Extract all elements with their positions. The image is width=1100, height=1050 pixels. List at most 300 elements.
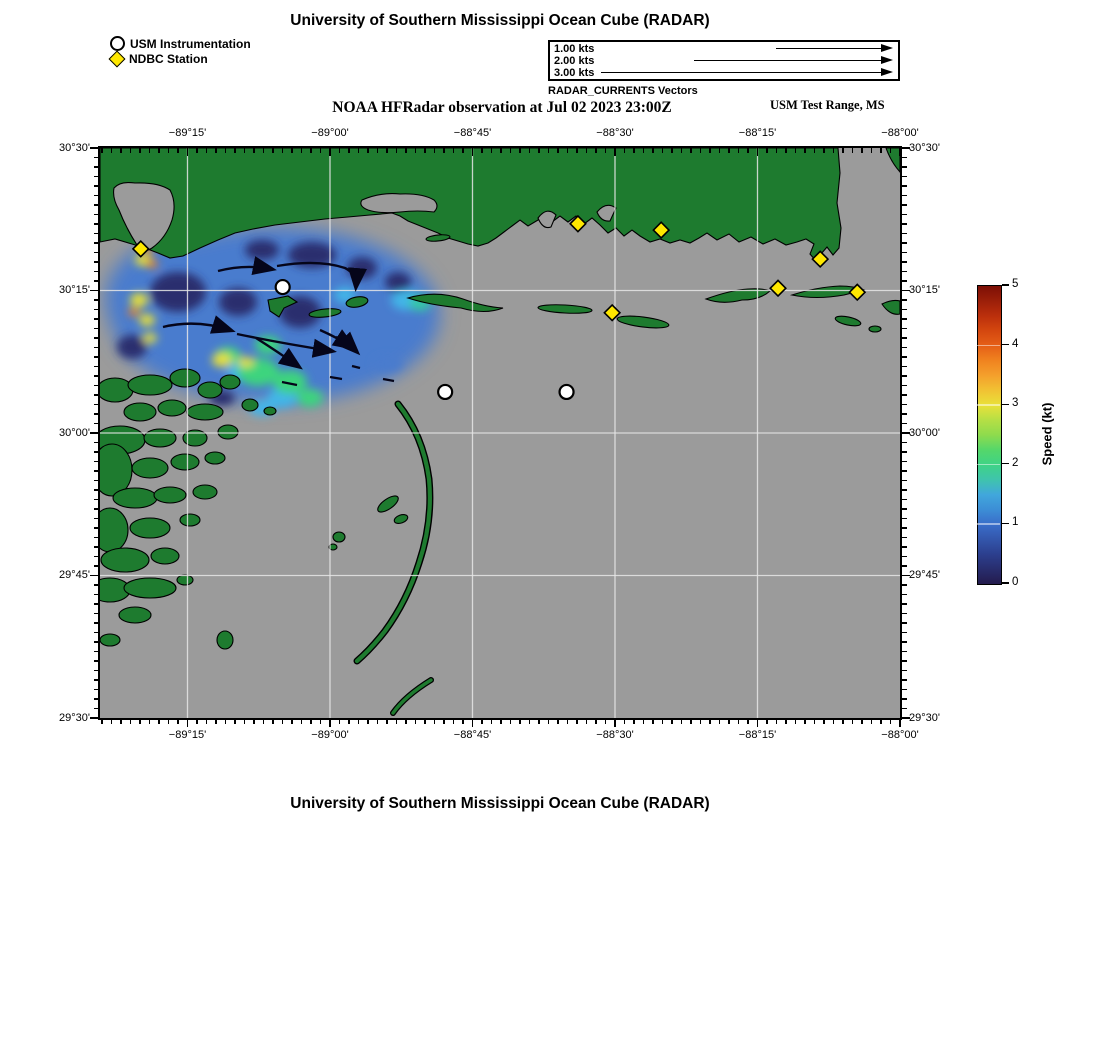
x-axis-tick-bottom bbox=[234, 720, 235, 724]
range-label: USM Test Range, MS bbox=[770, 98, 885, 112]
y-axis-tick-right bbox=[902, 470, 907, 471]
y-axis-tick-left bbox=[94, 375, 99, 376]
speed-field-blob bbox=[385, 272, 411, 292]
x-axis-tick-top bbox=[234, 148, 235, 153]
y-axis-tick-right bbox=[902, 641, 907, 642]
biloxi-back-bay bbox=[361, 194, 437, 213]
x-axis-tick-top bbox=[614, 148, 615, 156]
y-axis-tick-left bbox=[94, 394, 99, 395]
x-axis-tick-bottom bbox=[434, 720, 435, 724]
x-axis-tick-top bbox=[481, 148, 482, 153]
x-axis-tick-top bbox=[814, 148, 815, 153]
x-axis-tick-bottom bbox=[719, 720, 720, 724]
x-axis-tick-bottom bbox=[861, 720, 862, 724]
x-axis-tick-top bbox=[500, 148, 501, 153]
y-axis-tick-right bbox=[902, 271, 907, 272]
speed-field-blob bbox=[146, 260, 158, 268]
speed-field-blob bbox=[297, 389, 323, 407]
y-axis-tick-right bbox=[902, 660, 907, 661]
usm-instrumentation-icon bbox=[110, 36, 125, 51]
y-axis-tick-left bbox=[94, 565, 99, 566]
x-axis-tick-bottom bbox=[263, 720, 264, 724]
x-axis-tick-bottom bbox=[757, 720, 758, 727]
x-axis-tick-top bbox=[538, 148, 539, 153]
y-axis-tick-right bbox=[902, 375, 907, 376]
y-axis-tick-right bbox=[902, 480, 907, 481]
colorbar bbox=[977, 285, 1002, 585]
x-axis-tick-bottom bbox=[899, 720, 900, 727]
y-axis-tick-right bbox=[902, 347, 907, 348]
x-axis-tick-bottom bbox=[776, 720, 777, 724]
legend-label-usm: USM Instrumentation bbox=[130, 36, 251, 51]
y-axis-tick-left bbox=[94, 651, 99, 652]
chandeleur-islands bbox=[329, 404, 431, 713]
x-axis-tick-top bbox=[709, 148, 710, 153]
x-axis-tick-top bbox=[272, 148, 273, 153]
speed-field-blob bbox=[130, 293, 148, 307]
legend-label-ndbc: NDBC Station bbox=[129, 51, 208, 66]
x-axis-tick-bottom bbox=[196, 720, 197, 724]
y-axis-tick-left bbox=[94, 214, 99, 215]
x-axis-tick-top bbox=[757, 148, 758, 156]
y-axis-tick-left bbox=[94, 480, 99, 481]
y-axis-tick-right bbox=[902, 622, 907, 623]
y-axis-label-right: 30°00' bbox=[909, 426, 940, 439]
vector-shaft bbox=[601, 72, 882, 73]
x-axis-tick-bottom bbox=[443, 720, 444, 724]
vector-scale-row bbox=[550, 43, 898, 55]
y-axis-tick-right bbox=[902, 176, 907, 177]
y-axis-tick-right bbox=[902, 252, 907, 253]
vector-scale-label-2: 2.00 kts bbox=[554, 55, 595, 67]
y-axis-tick-right bbox=[902, 689, 907, 690]
y-axis-tick-left bbox=[94, 309, 99, 310]
y-axis-tick-left bbox=[94, 233, 99, 234]
legend-item-usm bbox=[110, 36, 251, 51]
speed-field-blob bbox=[117, 335, 147, 359]
x-axis-label-top: −88°30' bbox=[596, 127, 634, 139]
y-axis-tick-right bbox=[902, 299, 907, 300]
colorbar-gridline bbox=[977, 464, 1000, 465]
y-axis-tick-left bbox=[90, 432, 98, 433]
x-axis-tick-bottom bbox=[747, 720, 748, 724]
x-axis-tick-bottom bbox=[681, 720, 682, 724]
x-axis-tick-bottom bbox=[662, 720, 663, 724]
x-axis-tick-top bbox=[168, 148, 169, 153]
y-axis-tick-left bbox=[94, 689, 99, 690]
x-axis-tick-top bbox=[472, 148, 473, 156]
y-axis-tick-left bbox=[94, 328, 99, 329]
y-axis-tick-right bbox=[902, 337, 907, 338]
x-axis-tick-top bbox=[605, 148, 606, 153]
x-axis-tick-bottom bbox=[348, 720, 349, 724]
x-axis-tick-top bbox=[453, 148, 454, 153]
x-axis-tick-top bbox=[747, 148, 748, 153]
x-axis-tick-top bbox=[567, 148, 568, 153]
y-axis-tick-left bbox=[94, 622, 99, 623]
x-axis-tick-top bbox=[377, 148, 378, 153]
x-axis-tick-bottom bbox=[225, 720, 226, 724]
vector-scale-row bbox=[550, 67, 898, 79]
colorbar-axis-label: Speed (kt) bbox=[1039, 402, 1055, 466]
y-axis-tick-right bbox=[902, 423, 907, 424]
x-axis-tick-top bbox=[491, 148, 492, 153]
x-axis-tick-bottom bbox=[158, 720, 159, 724]
y-axis-tick-left bbox=[94, 223, 99, 224]
x-axis-tick-bottom bbox=[187, 720, 188, 727]
x-axis-tick-bottom bbox=[168, 720, 169, 724]
x-axis-tick-top bbox=[833, 148, 834, 153]
x-axis-tick-bottom bbox=[386, 720, 387, 724]
x-axis-tick-top bbox=[244, 148, 245, 153]
y-axis-tick-left bbox=[94, 537, 99, 538]
y-axis-tick-left bbox=[94, 271, 99, 272]
x-axis-label-bottom: −88°30' bbox=[596, 729, 634, 741]
y-axis-label-right: 29°30' bbox=[909, 711, 940, 724]
colorbar-tick bbox=[1002, 582, 1009, 583]
x-axis-tick-top bbox=[842, 148, 843, 153]
x-axis-tick-bottom bbox=[766, 720, 767, 724]
x-axis-tick-top bbox=[348, 148, 349, 153]
x-axis-tick-top bbox=[443, 148, 444, 153]
speed-field-blob bbox=[139, 314, 155, 326]
y-axis-tick-right bbox=[902, 489, 907, 490]
x-axis-tick-bottom bbox=[101, 720, 102, 724]
x-axis-tick-top bbox=[434, 148, 435, 153]
y-axis-tick-right bbox=[902, 233, 907, 234]
speed-field-blob bbox=[212, 353, 232, 367]
vector-scale-row bbox=[550, 55, 898, 67]
x-axis-tick-top bbox=[852, 148, 853, 153]
y-axis-tick-right bbox=[902, 394, 907, 395]
x-axis-tick-bottom bbox=[709, 720, 710, 724]
y-axis-tick-right bbox=[902, 413, 907, 414]
y-axis-tick-right bbox=[902, 223, 907, 224]
ndbc-station-marker bbox=[770, 280, 786, 296]
x-axis-tick-top bbox=[880, 148, 881, 153]
speed-field-blob bbox=[273, 370, 307, 394]
y-axis-tick-right bbox=[902, 594, 907, 595]
y-axis-tick-right bbox=[902, 356, 907, 357]
x-axis-tick-bottom bbox=[614, 720, 615, 727]
x-axis-tick-top bbox=[358, 148, 359, 153]
colorbar-tick-label: 2 bbox=[1012, 456, 1019, 469]
x-axis-tick-top bbox=[643, 148, 644, 153]
x-axis-tick-top bbox=[291, 148, 292, 153]
x-axis-tick-top bbox=[367, 148, 368, 153]
y-axis-tick-left bbox=[94, 280, 99, 281]
y-axis-label-left: 29°30' bbox=[59, 711, 90, 724]
colorbar-tick-label: 5 bbox=[1012, 278, 1019, 290]
y-axis-tick-right bbox=[902, 708, 907, 709]
page-title: University of Southern Mississippi Ocean Cube (RADAR) bbox=[290, 12, 710, 29]
y-axis-tick-right bbox=[902, 214, 907, 215]
x-axis-tick-top bbox=[738, 148, 739, 153]
x-axis-tick-top bbox=[139, 148, 140, 153]
y-axis-tick-left bbox=[94, 508, 99, 509]
vector-scale-label-1: 1.00 kts bbox=[554, 43, 595, 55]
y-axis-label-right: 29°45' bbox=[909, 569, 940, 581]
x-axis-tick-top bbox=[861, 148, 862, 153]
y-axis-tick-right bbox=[902, 261, 907, 262]
x-axis-tick-bottom bbox=[890, 720, 891, 724]
colorbar-gridline bbox=[977, 345, 1000, 346]
x-axis-tick-top bbox=[396, 148, 397, 153]
x-axis-tick-top bbox=[329, 148, 330, 156]
y-axis-tick-right bbox=[902, 318, 907, 319]
y-axis-tick-right bbox=[902, 603, 907, 604]
speed-field-blob bbox=[219, 288, 257, 316]
colorbar-tick-label: 3 bbox=[1012, 397, 1019, 410]
x-axis-tick-bottom bbox=[586, 720, 587, 724]
x-axis-tick-bottom bbox=[548, 720, 549, 724]
x-axis-tick-top bbox=[776, 148, 777, 153]
x-axis-tick-bottom bbox=[339, 720, 340, 724]
x-axis-tick-bottom bbox=[814, 720, 815, 724]
x-axis-tick-top bbox=[263, 148, 264, 153]
colorbar-tick bbox=[1002, 284, 1009, 285]
x-axis-tick-bottom bbox=[567, 720, 568, 724]
vector-shaft bbox=[776, 48, 882, 49]
y-axis-tick-left bbox=[94, 584, 99, 585]
x-axis-label-bottom: −88°45' bbox=[453, 729, 492, 741]
x-axis-tick-bottom bbox=[111, 720, 112, 724]
usm-instrumentation-marker bbox=[276, 280, 290, 294]
x-axis-tick-bottom bbox=[690, 720, 691, 724]
y-axis-tick-left bbox=[94, 489, 99, 490]
x-axis-label-top: −89°15' bbox=[168, 127, 207, 139]
speed-field-blob bbox=[128, 308, 140, 316]
x-axis-label-bottom: −88°00' bbox=[881, 729, 919, 741]
y-axis-label-left: 30°30' bbox=[59, 141, 90, 154]
y-axis-tick-left bbox=[94, 670, 99, 671]
x-axis-tick-bottom bbox=[472, 720, 473, 727]
speed-field-blob bbox=[373, 356, 403, 372]
y-axis-tick-right bbox=[902, 366, 907, 367]
x-axis-tick-top bbox=[111, 148, 112, 153]
x-axis-tick-bottom bbox=[519, 720, 520, 724]
y-axis-tick-left bbox=[94, 518, 99, 519]
y-axis-label-right: 30°15' bbox=[909, 284, 940, 296]
x-axis-tick-bottom bbox=[301, 720, 302, 724]
land-layer bbox=[100, 148, 900, 713]
x-axis-tick-top bbox=[671, 148, 672, 153]
y-axis-tick-left bbox=[94, 185, 99, 186]
x-axis-tick-bottom bbox=[149, 720, 150, 724]
colorbar-gridline bbox=[977, 523, 1000, 524]
x-axis-tick-top bbox=[149, 148, 150, 153]
x-axis-label-top: −89°00' bbox=[311, 127, 349, 139]
y-axis-tick-left bbox=[94, 318, 99, 319]
x-axis-tick-top bbox=[187, 148, 188, 156]
x-axis-tick-bottom bbox=[738, 720, 739, 724]
x-axis-tick-top bbox=[120, 148, 121, 153]
y-axis-label-left: 30°15' bbox=[59, 284, 90, 296]
speed-field-blob bbox=[245, 240, 279, 260]
y-axis-label-left: 29°45' bbox=[59, 569, 90, 581]
x-axis-tick-bottom bbox=[823, 720, 824, 724]
y-axis-tick-right bbox=[902, 698, 907, 699]
y-axis-tick-left bbox=[94, 641, 99, 642]
y-axis-tick-left bbox=[94, 546, 99, 547]
x-axis-tick-top bbox=[282, 148, 283, 153]
x-axis-tick-bottom bbox=[291, 720, 292, 724]
x-axis-tick-bottom bbox=[538, 720, 539, 724]
y-axis-tick-right bbox=[902, 404, 907, 405]
x-axis-tick-top bbox=[719, 148, 720, 153]
y-axis-tick-left bbox=[94, 195, 99, 196]
x-axis-tick-bottom bbox=[320, 720, 321, 724]
x-axis-tick-bottom bbox=[871, 720, 872, 724]
y-axis-tick-left bbox=[94, 204, 99, 205]
y-axis-tick-right bbox=[902, 584, 907, 585]
mobile-bay-east-shore bbox=[886, 148, 900, 172]
y-axis-tick-left bbox=[94, 404, 99, 405]
y-axis-tick-right bbox=[902, 442, 907, 443]
x-axis-tick-top bbox=[405, 148, 406, 153]
x-axis-tick-bottom bbox=[491, 720, 492, 724]
vector-shaft bbox=[694, 60, 882, 61]
x-axis-tick-bottom bbox=[633, 720, 634, 724]
y-axis-tick-left bbox=[94, 613, 99, 614]
y-axis-tick-right bbox=[902, 527, 907, 528]
y-axis-tick-left bbox=[94, 451, 99, 452]
y-axis-tick-left bbox=[94, 347, 99, 348]
x-axis-tick-bottom bbox=[215, 720, 216, 724]
y-axis-label-left: 30°00' bbox=[59, 426, 90, 439]
map-canvas bbox=[100, 148, 900, 718]
x-axis-label-top: −88°15' bbox=[738, 127, 777, 139]
x-axis-tick-bottom bbox=[367, 720, 368, 724]
x-axis-tick-top bbox=[700, 148, 701, 153]
x-axis-tick-top bbox=[310, 148, 311, 153]
x-axis-tick-bottom bbox=[624, 720, 625, 724]
x-axis-tick-bottom bbox=[728, 720, 729, 724]
x-axis-tick-bottom bbox=[576, 720, 577, 724]
x-axis-label-bottom: −88°15' bbox=[738, 729, 777, 741]
x-axis-tick-top bbox=[215, 148, 216, 153]
vector-arrowhead-icon bbox=[881, 56, 893, 64]
x-axis-tick-top bbox=[804, 148, 805, 153]
x-axis-tick-bottom bbox=[377, 720, 378, 724]
x-axis-label-top: −88°00' bbox=[881, 127, 919, 139]
x-axis-tick-bottom bbox=[833, 720, 834, 724]
x-axis-tick-bottom bbox=[510, 720, 511, 724]
x-axis-tick-top bbox=[386, 148, 387, 153]
x-axis-tick-bottom bbox=[396, 720, 397, 724]
x-axis-tick-bottom bbox=[139, 720, 140, 724]
x-axis-tick-top bbox=[576, 148, 577, 153]
y-axis-tick-right bbox=[902, 195, 907, 196]
y-axis-tick-left bbox=[94, 698, 99, 699]
x-axis-tick-top bbox=[595, 148, 596, 153]
x-axis-tick-bottom bbox=[595, 720, 596, 724]
x-axis-tick-bottom bbox=[481, 720, 482, 724]
y-axis-tick-left bbox=[94, 242, 99, 243]
x-axis-tick-bottom bbox=[310, 720, 311, 724]
x-axis-tick-bottom bbox=[405, 720, 406, 724]
x-axis-tick-top bbox=[662, 148, 663, 153]
y-axis-tick-right bbox=[902, 632, 907, 633]
y-axis-tick-right bbox=[902, 518, 907, 519]
colorbar-gridline bbox=[977, 404, 1000, 405]
x-axis-tick-top bbox=[633, 148, 634, 153]
x-axis-tick-top bbox=[196, 148, 197, 153]
x-axis-tick-top bbox=[586, 148, 587, 153]
y-axis-tick-left bbox=[94, 679, 99, 680]
ndbc-station-icon bbox=[109, 50, 126, 67]
legend-item-ndbc bbox=[110, 51, 208, 66]
y-axis-tick-left bbox=[90, 147, 98, 148]
vector-scale-caption: RADAR_CURRENTS Vectors bbox=[548, 85, 698, 97]
speed-field-blob bbox=[143, 333, 157, 343]
x-axis-tick-bottom bbox=[358, 720, 359, 724]
vector-arrowhead-icon bbox=[881, 68, 893, 76]
x-axis-label-bottom: −89°00' bbox=[311, 729, 349, 741]
y-axis-tick-right bbox=[902, 204, 907, 205]
x-axis-tick-bottom bbox=[500, 720, 501, 724]
x-axis-tick-bottom bbox=[253, 720, 254, 724]
x-axis-tick-top bbox=[301, 148, 302, 153]
x-axis-tick-top bbox=[766, 148, 767, 153]
x-axis-tick-bottom bbox=[785, 720, 786, 724]
x-axis-tick-top bbox=[177, 148, 178, 153]
vector-scale-box bbox=[548, 40, 900, 81]
speed-field-blob bbox=[238, 357, 254, 367]
x-axis-tick-top bbox=[681, 148, 682, 153]
y-axis-tick-left bbox=[94, 632, 99, 633]
x-axis-tick-top bbox=[424, 148, 425, 153]
y-axis-tick-right bbox=[902, 385, 907, 386]
x-axis-tick-bottom bbox=[652, 720, 653, 724]
x-axis-tick-bottom bbox=[120, 720, 121, 724]
speed-field-blob bbox=[347, 257, 377, 279]
x-axis-tick-bottom bbox=[453, 720, 454, 724]
x-axis-label-top: −88°45' bbox=[453, 127, 492, 139]
x-axis-tick-top bbox=[728, 148, 729, 153]
x-axis-tick-top bbox=[690, 148, 691, 153]
x-axis-tick-bottom bbox=[643, 720, 644, 724]
colorbar-tick-label: 1 bbox=[1012, 516, 1019, 529]
y-axis-tick-right bbox=[902, 451, 907, 452]
y-axis-tick-left bbox=[94, 556, 99, 557]
x-axis-tick-bottom bbox=[529, 720, 530, 724]
y-axis-tick-left bbox=[94, 166, 99, 167]
x-axis-tick-bottom bbox=[852, 720, 853, 724]
y-axis-tick-right bbox=[902, 461, 907, 462]
y-axis-tick-right bbox=[902, 185, 907, 186]
x-axis-tick-top bbox=[206, 148, 207, 153]
y-axis-tick-left bbox=[94, 423, 99, 424]
x-axis-tick-top bbox=[785, 148, 786, 153]
y-axis-tick-left bbox=[94, 461, 99, 462]
x-axis-tick-top bbox=[890, 148, 891, 153]
colorbar-tick bbox=[1002, 404, 1009, 405]
x-axis-tick-bottom bbox=[415, 720, 416, 724]
y-axis-tick-left bbox=[94, 176, 99, 177]
x-axis-tick-bottom bbox=[329, 720, 330, 727]
map-panel bbox=[98, 146, 902, 720]
x-axis-tick-top bbox=[158, 148, 159, 153]
x-axis-tick-top bbox=[795, 148, 796, 153]
footer-title: University of Southern Mississippi Ocean Cube (RADAR) bbox=[290, 795, 710, 812]
x-axis-tick-top bbox=[415, 148, 416, 153]
x-axis-tick-bottom bbox=[282, 720, 283, 724]
usm-instrumentation-marker bbox=[560, 385, 574, 399]
speed-field-blob bbox=[150, 272, 206, 312]
x-axis-tick-top bbox=[823, 148, 824, 153]
x-axis-tick-top bbox=[339, 148, 340, 153]
